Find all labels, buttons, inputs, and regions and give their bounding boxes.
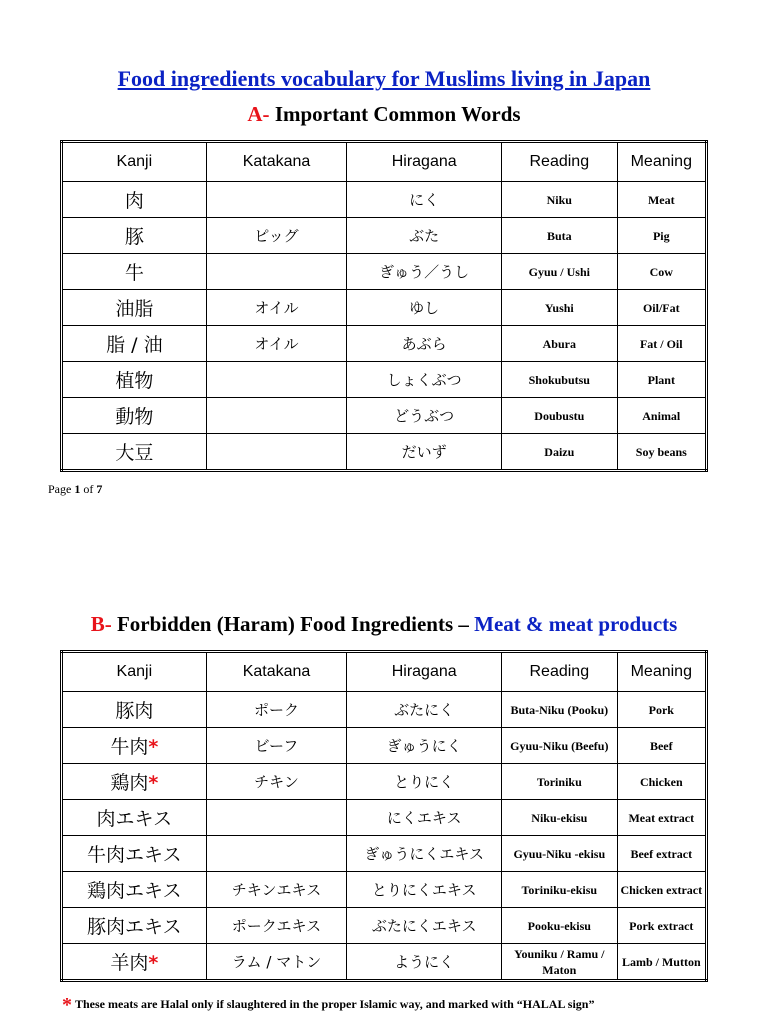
cell-meaning	[617, 182, 706, 218]
kanji-text: 牛	[124, 262, 144, 284]
table-row	[62, 944, 707, 981]
cell-kanji	[62, 908, 207, 944]
cell-hiragana	[347, 692, 502, 728]
meaning-text: Pork	[648, 702, 674, 717]
hiragana-text: ぎゅうにくエキス	[364, 845, 485, 863]
common-words-table	[60, 140, 708, 472]
cell-meaning	[617, 836, 706, 872]
katakana-text: オイル	[254, 299, 299, 317]
meaning-text: Chicken	[639, 774, 683, 789]
cell-kanji	[62, 872, 207, 908]
hiragana-text: とりにく	[394, 773, 455, 791]
cell-reading	[502, 944, 618, 981]
kanji-text: 羊肉	[110, 952, 149, 974]
kanji-text: 豚	[124, 226, 144, 248]
cell-reading	[502, 398, 618, 434]
reading-text: Toriniku-ekisu	[521, 882, 598, 897]
hiragana-text: しょくぶつ	[386, 371, 462, 389]
reading-text: Niku	[546, 192, 572, 207]
cell-katakana	[206, 836, 347, 872]
cell-hiragana	[347, 434, 502, 471]
cell-katakana	[206, 362, 347, 398]
reading-text: Gyuu-Niku (Beefu)	[510, 738, 609, 753]
cell-meaning	[617, 728, 706, 764]
cell-kanji	[62, 254, 207, 290]
section-b-title: Forbidden (Haram) Food Ingredients	[116, 612, 454, 636]
cell-meaning	[617, 692, 706, 728]
meaning-text: Pig	[652, 228, 670, 243]
header-reading: Reading	[502, 652, 618, 692]
katakana-text: ラム / マトン	[231, 953, 322, 971]
hiragana-text: とりにくエキス	[371, 881, 477, 899]
meaning-text: Pork extract	[629, 918, 694, 933]
hiragana-text: ぎゅう／うし	[379, 263, 470, 281]
cell-hiragana	[347, 944, 502, 981]
cell-katakana	[206, 182, 347, 218]
hiragana-text: どうぶつ	[394, 407, 455, 425]
cell-katakana	[206, 872, 347, 908]
cell-meaning	[617, 872, 706, 908]
cell-hiragana	[347, 182, 502, 218]
table-row	[62, 872, 707, 908]
footnote-text: These meats are Halal only if slaughtered in the proper Islamic way, and marked with “HALAL sign”	[75, 997, 595, 1011]
cell-reading	[502, 218, 618, 254]
cell-katakana	[206, 398, 347, 434]
hiragana-text: ぶた	[409, 227, 440, 245]
cell-reading	[502, 764, 618, 800]
header-meaning: Meaning	[617, 652, 706, 692]
meaning-text: Lamb / Mutton	[621, 954, 701, 969]
kanji-text: 肉	[124, 190, 144, 212]
section-a-heading	[0, 102, 768, 127]
halal-star-marker: *	[148, 772, 159, 794]
kanji-text: 脂 / 油	[106, 334, 163, 356]
cell-kanji	[62, 218, 207, 254]
katakana-text: チキン	[254, 773, 299, 791]
cell-hiragana	[347, 290, 502, 326]
reading-text: Abura	[542, 336, 576, 351]
katakana-text: ポークエキス	[231, 917, 322, 935]
cell-reading	[502, 872, 618, 908]
cell-hiragana	[347, 362, 502, 398]
cell-reading	[502, 254, 618, 290]
meaning-text: Oil/Fat	[642, 300, 680, 315]
halal-star-marker: *	[148, 736, 159, 758]
cell-hiragana	[347, 254, 502, 290]
kanji-text: 牛肉エキス	[87, 844, 182, 866]
katakana-text: ビーフ	[254, 737, 299, 755]
kanji-text: 油脂	[115, 298, 154, 320]
hiragana-text: にくエキス	[386, 809, 462, 827]
cell-katakana	[206, 218, 347, 254]
header-kanji: Kanji	[62, 652, 207, 692]
reading-text: Doubustu	[534, 408, 585, 423]
cell-kanji	[62, 692, 207, 728]
kanji-text: 鶏肉	[110, 772, 149, 794]
section-b-prefix: B-	[90, 612, 112, 636]
section-b-heading	[0, 612, 768, 637]
cell-hiragana	[347, 872, 502, 908]
katakana-text: オイル	[254, 335, 299, 353]
table-row	[62, 800, 707, 836]
section-b-dash: –	[453, 612, 475, 636]
header-katakana: Katakana	[206, 652, 347, 692]
cell-katakana	[206, 800, 347, 836]
cell-kanji	[62, 290, 207, 326]
header-hiragana: Hiragana	[347, 652, 502, 692]
kanji-text: 豚肉	[115, 700, 154, 722]
katakana-text: ピッグ	[254, 227, 299, 245]
table-row	[62, 908, 707, 944]
cell-kanji	[62, 182, 207, 218]
cell-reading	[502, 434, 618, 471]
reading-text: Youniku / Ramu / Maton	[514, 946, 605, 977]
cell-reading	[502, 182, 618, 218]
meaning-text: Fat / Oil	[639, 336, 683, 351]
cell-meaning	[617, 218, 706, 254]
kanji-text: 豚肉エキス	[87, 916, 182, 938]
meaning-text: Plant	[647, 372, 675, 387]
cell-kanji	[62, 362, 207, 398]
page-label: Page	[48, 482, 72, 496]
cell-hiragana	[347, 326, 502, 362]
section-a-prefix: A-	[247, 102, 270, 126]
header-katakana: Katakana	[206, 142, 347, 182]
meaning-text: Animal	[642, 408, 681, 423]
reading-text: Niku-ekisu	[531, 810, 588, 825]
header-kanji: Kanji	[62, 142, 207, 182]
header-meaning: Meaning	[617, 142, 706, 182]
hiragana-text: だいず	[401, 443, 447, 461]
kanji-text: 肉エキス	[96, 808, 173, 830]
table-row	[62, 362, 707, 398]
cell-reading	[502, 800, 618, 836]
table-row	[62, 254, 707, 290]
reading-text: Pooku-ekisu	[527, 918, 591, 933]
hiragana-text: ぶたにく	[394, 701, 455, 719]
cell-meaning	[617, 398, 706, 434]
cell-kanji	[62, 326, 207, 362]
table-row	[62, 764, 707, 800]
meaning-text: Meat	[647, 192, 675, 207]
cell-hiragana	[347, 836, 502, 872]
halal-footnote	[62, 994, 594, 1017]
cell-katakana	[206, 908, 347, 944]
page-current: 1	[74, 482, 81, 496]
reading-text: Daizu	[544, 444, 575, 459]
cell-hiragana	[347, 728, 502, 764]
reading-text: Yushi	[544, 300, 574, 315]
cell-meaning	[617, 800, 706, 836]
table-row	[62, 728, 707, 764]
reading-text: Shokubutsu	[528, 372, 590, 387]
table-row	[62, 434, 707, 471]
header-hiragana: Hiragana	[347, 142, 502, 182]
cell-reading	[502, 836, 618, 872]
cell-kanji	[62, 800, 207, 836]
table-row	[62, 692, 707, 728]
cell-kanji	[62, 434, 207, 471]
cell-reading	[502, 362, 618, 398]
hiragana-text: ゆし	[409, 299, 440, 317]
cell-katakana	[206, 434, 347, 471]
page-of-label: of	[83, 482, 94, 496]
meaning-text: Beef	[649, 738, 673, 753]
meaning-text: Soy beans	[635, 444, 687, 459]
cell-meaning	[617, 326, 706, 362]
cell-katakana	[206, 326, 347, 362]
meaning-text: Beef extract	[630, 846, 693, 861]
cell-meaning	[617, 290, 706, 326]
cell-hiragana	[347, 764, 502, 800]
hiragana-text: ぎゅうにく	[386, 737, 462, 755]
reading-text: Gyuu / Ushi	[528, 264, 590, 279]
table-row	[62, 218, 707, 254]
cell-meaning	[617, 908, 706, 944]
cell-reading	[502, 692, 618, 728]
katakana-text: チキンエキス	[231, 881, 322, 899]
table-row	[62, 326, 707, 362]
page-number	[48, 482, 102, 497]
cell-meaning	[617, 254, 706, 290]
reading-text: Buta	[546, 228, 572, 243]
cell-katakana	[206, 728, 347, 764]
cell-hiragana	[347, 218, 502, 254]
cell-reading	[502, 728, 618, 764]
header-reading: Reading	[502, 142, 618, 182]
kanji-text: 大豆	[115, 442, 154, 464]
cell-kanji	[62, 764, 207, 800]
hiragana-text: あぶら	[401, 335, 447, 353]
cell-kanji	[62, 728, 207, 764]
meaning-text: Cow	[649, 264, 673, 279]
table-row	[62, 836, 707, 872]
cell-hiragana	[347, 800, 502, 836]
cell-katakana	[206, 254, 347, 290]
cell-kanji	[62, 398, 207, 434]
kanji-text: 牛肉	[110, 736, 149, 758]
meaning-text: Chicken extract	[620, 882, 703, 897]
table-row	[62, 398, 707, 434]
cell-meaning	[617, 362, 706, 398]
cell-reading	[502, 326, 618, 362]
page-total: 7	[96, 482, 103, 496]
footnote-star: *	[62, 994, 72, 1016]
document-title: Food ingredients vocabulary for Muslims living in Japan	[117, 66, 651, 91]
halal-star-marker: *	[148, 952, 159, 974]
table-row	[62, 182, 707, 218]
cell-hiragana	[347, 908, 502, 944]
section-b-subtitle: Meat & meat products	[474, 612, 678, 636]
hiragana-text: にく	[409, 191, 440, 209]
cell-reading	[502, 908, 618, 944]
cell-reading	[502, 290, 618, 326]
cell-katakana	[206, 764, 347, 800]
cell-katakana	[206, 692, 347, 728]
reading-text: Gyuu-Niku -ekisu	[513, 846, 606, 861]
cell-kanji	[62, 836, 207, 872]
reading-text: Buta-Niku (Pooku)	[510, 702, 609, 717]
meaning-text: Meat extract	[628, 810, 695, 825]
cell-meaning	[617, 944, 706, 981]
cell-kanji	[62, 944, 207, 981]
kanji-text: 植物	[115, 370, 154, 392]
reading-text: Toriniku	[536, 774, 582, 789]
hiragana-text: ぶたにくエキス	[371, 917, 477, 935]
cell-meaning	[617, 764, 706, 800]
kanji-text: 鶏肉エキス	[87, 880, 182, 902]
cell-hiragana	[347, 398, 502, 434]
cell-meaning	[617, 434, 706, 471]
cell-katakana	[206, 290, 347, 326]
table-header-row	[62, 142, 707, 182]
haram-meat-table	[60, 650, 708, 982]
katakana-text: ポーク	[253, 701, 299, 719]
table-row	[62, 290, 707, 326]
cell-katakana	[206, 944, 347, 981]
table-header-row	[62, 652, 707, 692]
kanji-text: 動物	[115, 406, 154, 428]
hiragana-text: ようにく	[394, 953, 455, 971]
section-a-title: Important Common Words	[274, 102, 521, 126]
